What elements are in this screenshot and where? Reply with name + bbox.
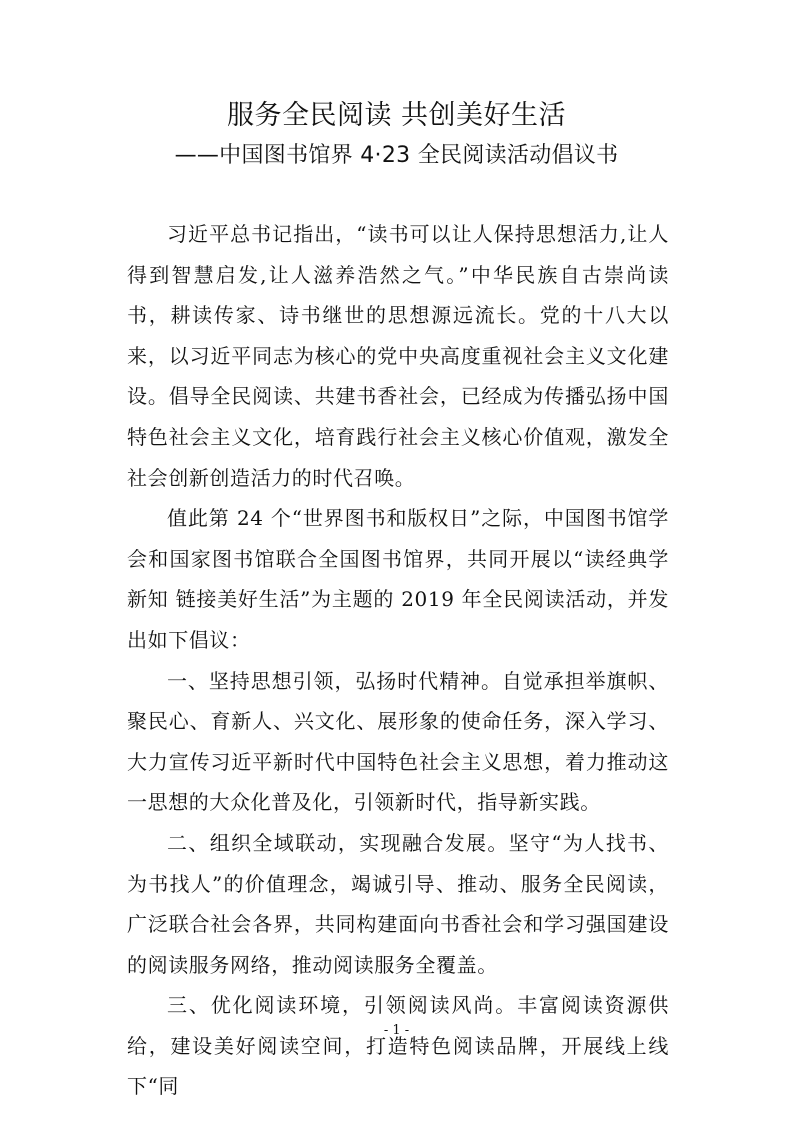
paragraph-proposal-2: 二、组织全域联动，实现融合发展。坚守“为人找书、为书找人”的价值理念，竭诚引导、推动、服务全民阅读，广泛联合社会各界，共同构建面向书香社会和学习强国建设的阅读服务网络，推动阅读服务全覆盖。 [127, 830, 669, 977]
paragraph-occasion: 值此第 24 个“世界图书和版权日”之际，中国图书馆学会和国家图书馆联合全国图书馆界，共同开展以“读经典学新知 链接美好生活”为主题的 2019 年全民阅读活动，并发出如下倡议： [127, 506, 669, 652]
paragraph-intro: 习近平总书记指出，“读书可以让人保持思想活力,让人得到智慧启发,让人滋养浩然之气。”中华民族自古崇尚读书，耕读传家、诗书继世的思想源远流长。党的十八大以来，以习近平同志为核心的党中央高度重视社会主义文化建设。倡导全民阅读、共建书香社会，已经成为传播弘扬中国特色社会主义文化，培育践行社会主义核心价值观，激发全社会创新创造活力的时代召唤。 [127, 222, 669, 490]
document-title: 服务全民阅读 共创美好生活 [226, 100, 567, 131]
page-number: - 1 - [383, 1023, 410, 1038]
document-subtitle: ——中国图书馆界 4·23 全民阅读活动倡议书 [174, 143, 619, 168]
document-body [127, 214, 669, 1107]
paragraph-proposal-1: 一、坚持思想引领，弘扬时代精神。自觉承担举旗帜、聚民心、育新人、兴文化、展形象的使命任务，深入学习、大力宣传习近平新时代中国特色社会主义思想，着力推动这一思想的大众化普及化，引领新时代，指导新实践。 [127, 668, 669, 815]
paragraph-proposal-3: 三、优化阅读环境，引领阅读风尚。丰富阅读资源供给，建设美好阅读空间，打造特色阅读品牌，开展线上线下“同 [127, 993, 669, 1099]
